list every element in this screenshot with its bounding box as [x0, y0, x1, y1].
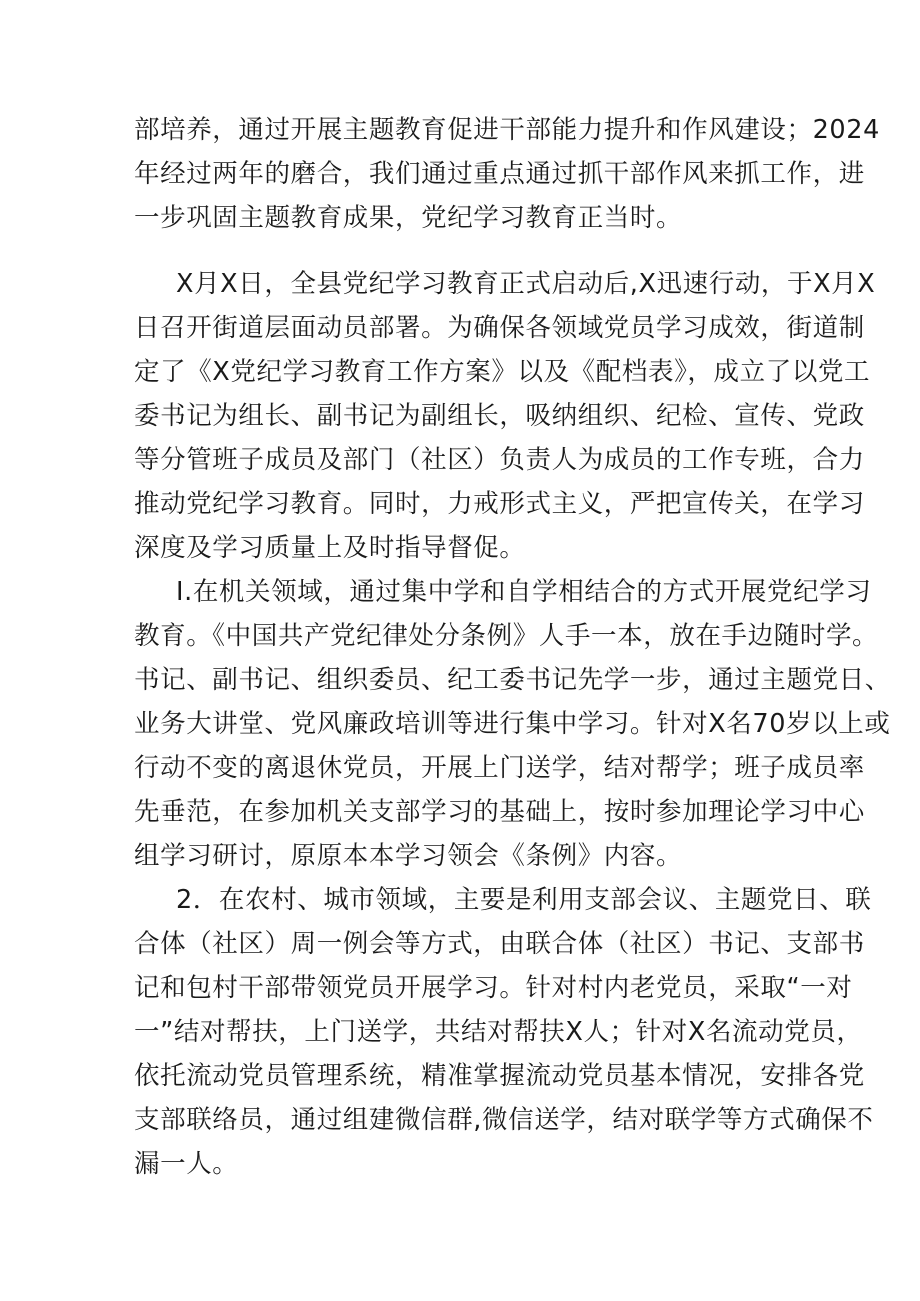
text-line: 推动党纪学习教育。同时，力戒形式主义，严把宣传关，在学习 [134, 489, 865, 519]
text-line: I.在机关领域，通过集中学和自学相结合的方式开展党纪学习 [176, 577, 872, 607]
paragraph-intro-continuation [134, 108, 880, 240]
text-line: 等分管班子成员及部门（社区）负责人为成员的工作专班，合力 [134, 445, 865, 475]
text-line: 部培养，通过开展主题教育促进干部能力提升和作风建设；2024 [134, 115, 880, 145]
text-line: 依托流动党员管理系统，精准掌握流动党员基本情况，安排各党 [134, 1061, 865, 1091]
text-line: 年经过两年的磨合，我们通过重点通过抓干部作风来抓工作，进 [134, 159, 865, 189]
text-line: 记和包村干部带领党员开展学习。针对村内老党员，采取“一对 [134, 973, 853, 1003]
text-line: 漏一人。 [134, 1149, 239, 1179]
text-line: 先垂范，在参加机关支部学习的基础上，按时参加理论学习中心 [134, 797, 865, 827]
paragraph-launch-overview [134, 262, 876, 570]
text-line: 一”结对帮扶，上门送学，共结对帮扶X人；针对X名流动党员， [134, 1017, 863, 1047]
text-line: 组学习研讨，原原本本学习领会《条例》内容。 [134, 841, 683, 871]
text-line: 支部联络员，通过组建微信群,微信送学，结对联学等方式确保不 [134, 1105, 874, 1135]
text-line: 日召开街道层面动员部署。为确保各领域党员学习成效，街道制 [134, 313, 865, 343]
text-line: 委书记为组长、副书记为副组长，吸纳组织、纪检、宣传、党政 [134, 401, 865, 431]
text-line: 深度及学习质量上及时指导督促。 [134, 533, 526, 563]
text-line: 行动不变的离退休党员，开展上门送学，结对帮学；班子成员率 [134, 753, 865, 783]
text-line: 合体（社区）周一例会等方式，由联合体（社区）书记、支部书 [134, 929, 865, 959]
text-line: 业务大讲堂、党风廉政培训等进行集中学习。针对X名70岁以上或 [134, 709, 891, 739]
text-line: 一步巩固主题教育成果，党纪学习教育正当时。 [134, 203, 683, 233]
text-line: X月X日，全县党纪学习教育正式启动后,X迅速行动，于X月X [176, 269, 876, 299]
text-line: 定了《X党纪学习教育工作方案》以及《配档表》，成立了以党工 [134, 357, 871, 387]
text-line: 教育。《中国共产党纪律处分条例》人手一本，放在手边随时学。 [134, 621, 879, 651]
paragraph-item-1-agencies [134, 570, 891, 878]
text-line: 2．在农村、城市领域，主要是利用支部会议、主题党日、联 [176, 885, 872, 915]
text-line: 书记、副书记、组织委员、纪工委书记先学一步，通过主题党日、 [134, 665, 891, 695]
paragraph-item-2-rural-urban [134, 878, 874, 1186]
